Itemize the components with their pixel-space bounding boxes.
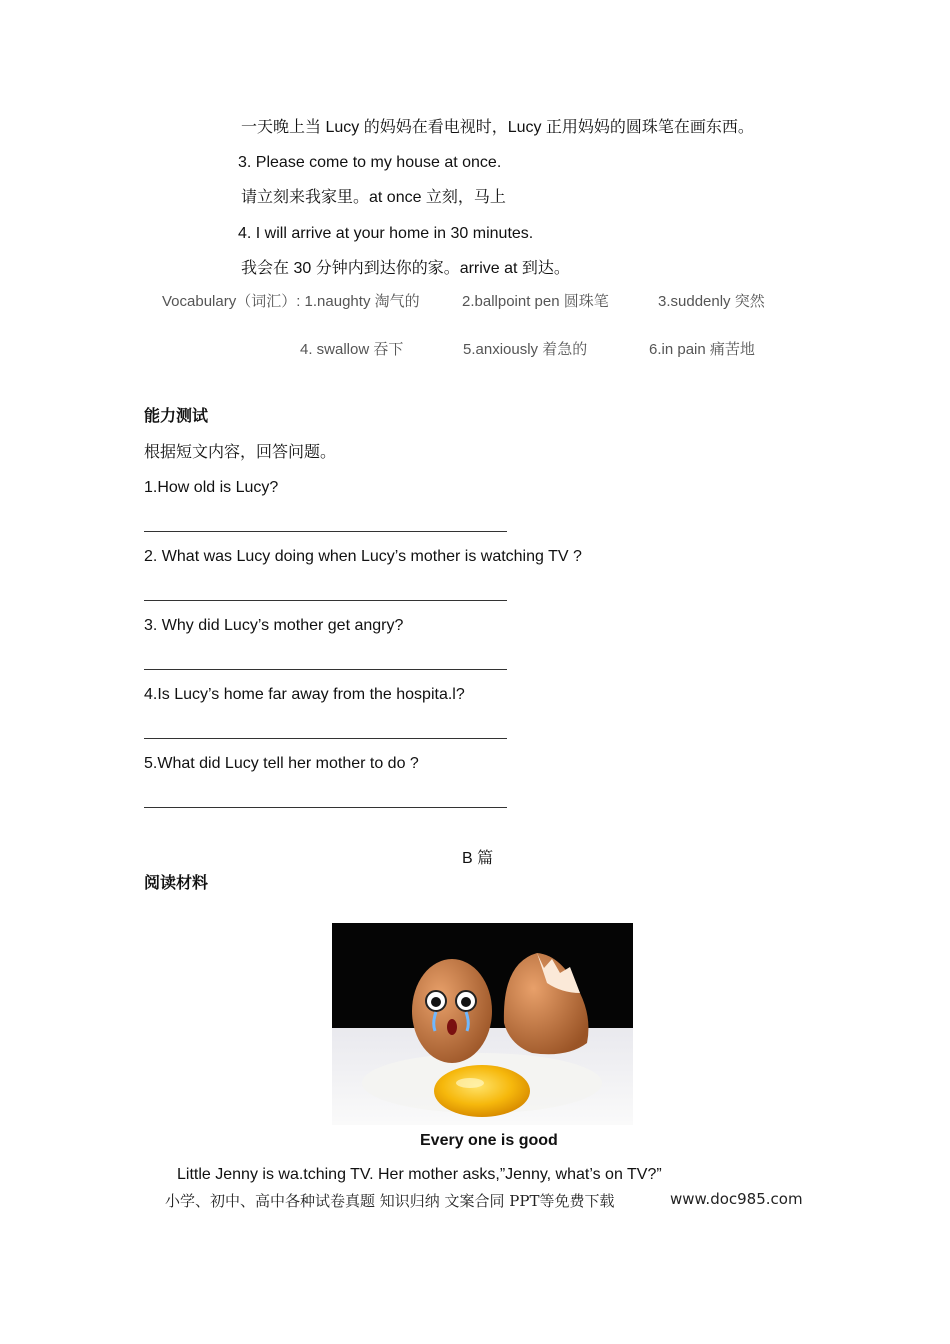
vocab-item-1: Vocabulary（词汇）: 1.naughty 淘气的 — [162, 293, 420, 310]
passage-line-5: 我会在 30 分钟内到达你的家。arrive at 到达。 — [241, 260, 570, 277]
vocab-item-6: 6.in pain 痛苦地 — [649, 341, 755, 358]
reading-heading: 阅读材料 — [144, 875, 209, 892]
question-5: 5.What did Lucy tell her mother to do ? — [144, 755, 419, 772]
answer-line-1[interactable] — [144, 531, 507, 532]
passage-line-2: 3. Please come to my house at once. — [238, 154, 502, 171]
question-2: 2. What was Lucy doing when Lucy’s mother is watching TV ? — [144, 548, 582, 565]
question-3: 3. Why did Lucy’s mother get angry? — [144, 617, 404, 634]
test-instruction: 根据短文内容，回答问题。 — [144, 444, 337, 461]
passage-line-4: 4. I will arrive at your home in 30 minutes. — [238, 225, 534, 242]
passage-line-1: 一天晚上当 Lucy 的妈妈在看电视时，Lucy 正用妈妈的圆珠笔在画东西。 — [241, 119, 754, 136]
question-1: 1.How old is Lucy? — [144, 479, 279, 496]
answer-line-3[interactable] — [144, 669, 507, 670]
footer-url[interactable]: www.doc985.com — [670, 1190, 803, 1208]
section-b-title: B 篇 — [462, 850, 494, 867]
vocab-item-2: 2.ballpoint pen 圆珠笔 — [462, 293, 609, 310]
vocab-item-4: 4. swallow 吞下 — [300, 341, 404, 358]
image-caption: Every one is good — [420, 1132, 558, 1149]
vocab-item-5: 5.anxiously 着急的 — [463, 341, 588, 358]
answer-line-4[interactable] — [144, 738, 507, 739]
vocab-item-3: 3.suddenly 突然 — [658, 293, 765, 310]
crying-egg-photo — [332, 923, 633, 1125]
passage-line-3: 请立刻来我家里。at once 立刻，马上 — [241, 189, 506, 206]
footer-text: 小学、初中、高中各种试卷真题 知识归纳 文案合同 PPT等免费下载 — [165, 1192, 615, 1210]
test-heading: 能力测试 — [144, 408, 209, 425]
answer-line-5[interactable] — [144, 807, 507, 808]
question-4: 4.Is Lucy’s home far away from the hospita.l? — [144, 686, 465, 703]
answer-line-2[interactable] — [144, 600, 507, 601]
story-line-1: Little Jenny is wa.tching TV. Her mother asks,”Jenny, what’s on TV?” — [177, 1166, 662, 1183]
